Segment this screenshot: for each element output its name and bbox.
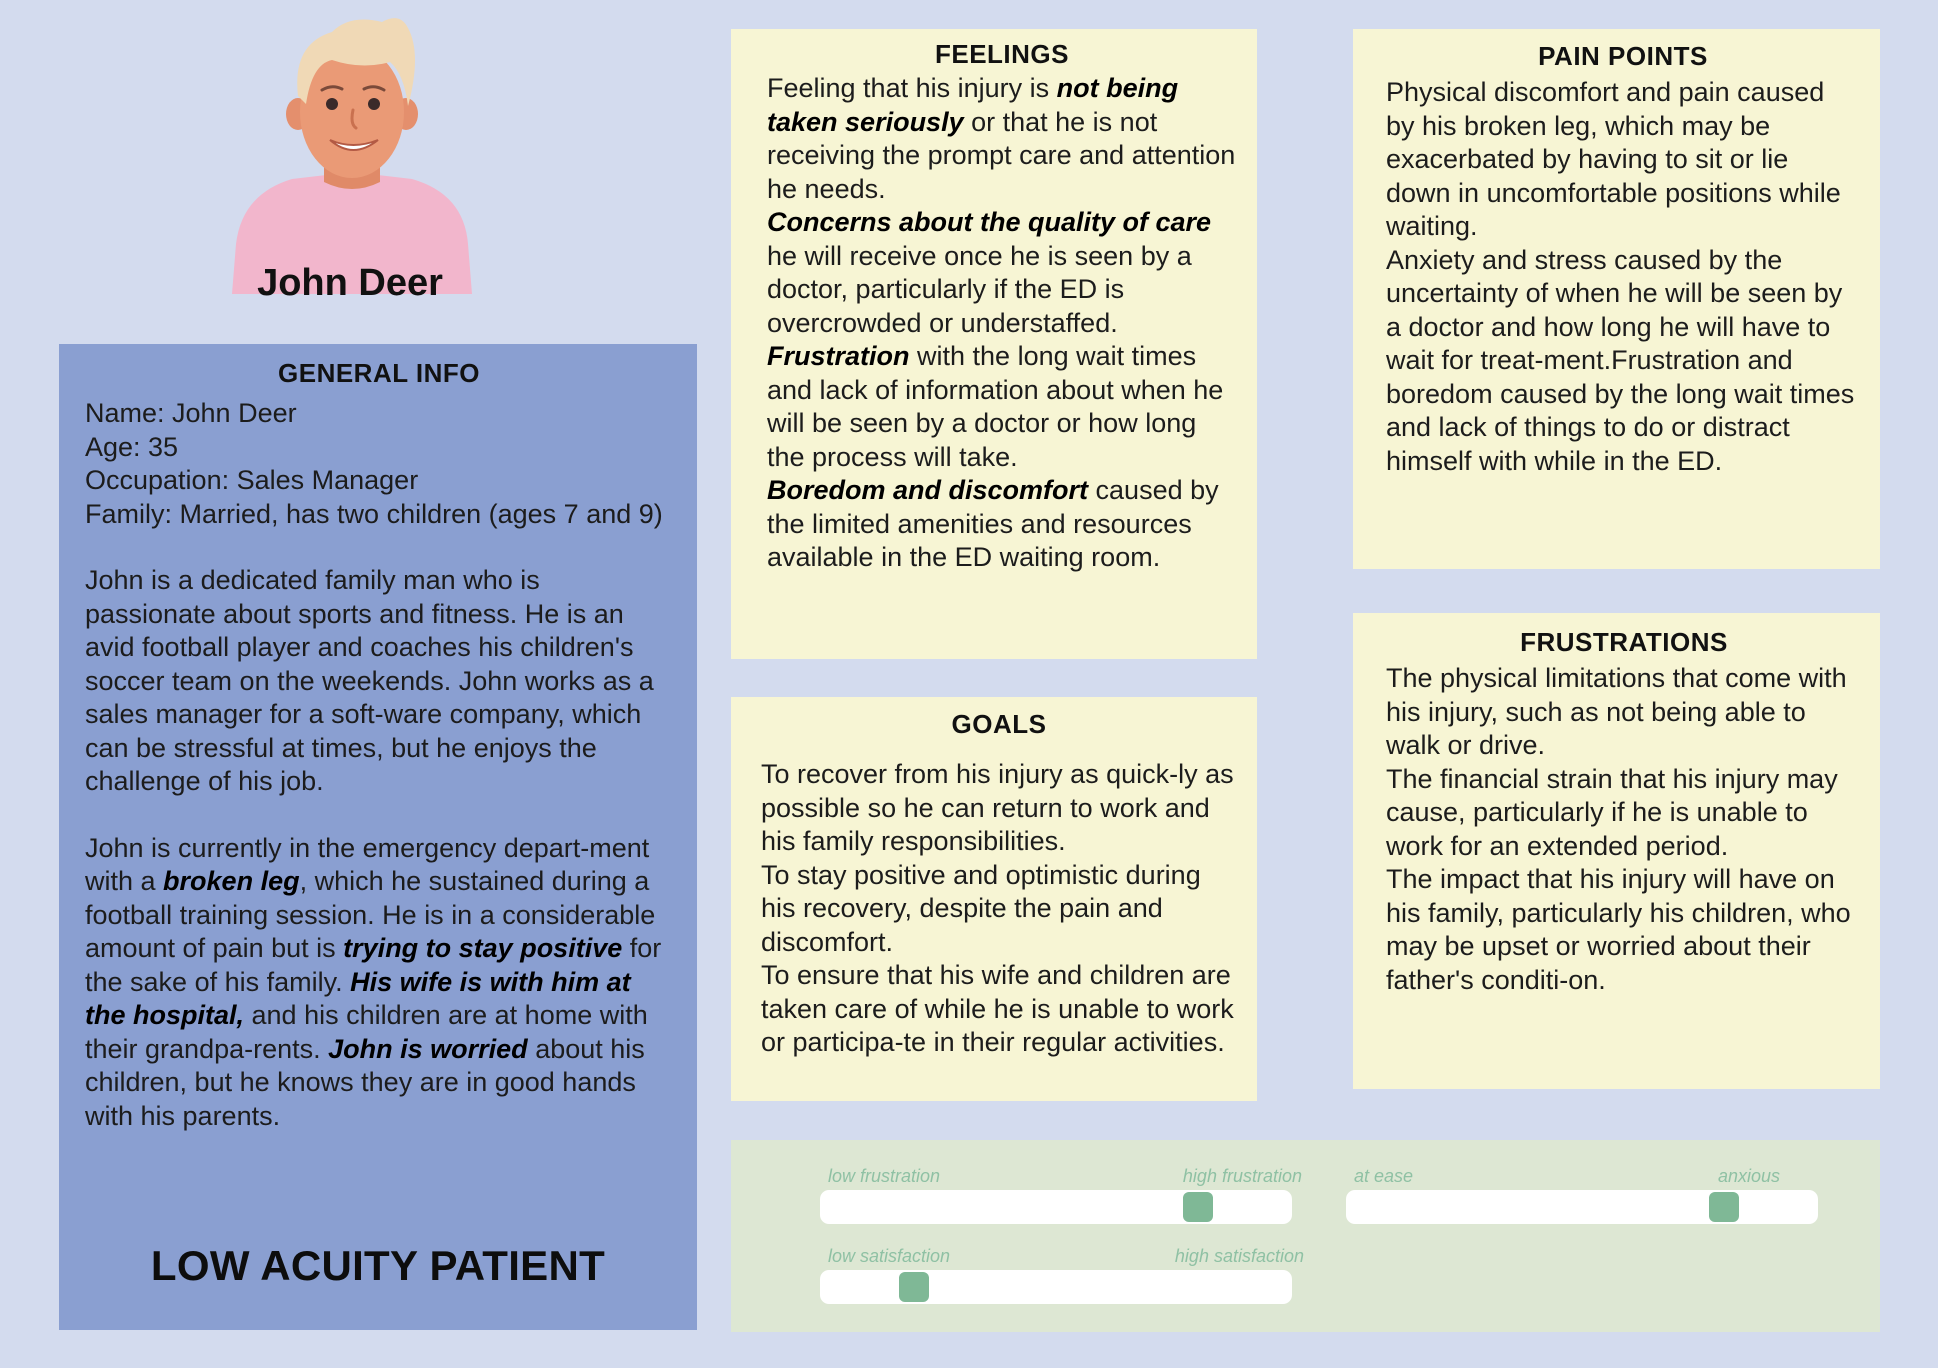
goal-item: To recover from his injury as quick-ly as possible so he can return to work and his family responsibilities. [761, 759, 1234, 856]
feeling-emphasis: Frustration [767, 341, 910, 371]
situation-paragraph [85, 832, 673, 1134]
pain-points-title: PAIN POINTS [1538, 41, 1708, 71]
name-line: Name: John Deer [85, 398, 297, 428]
frustration-low-label: low frustration [828, 1166, 941, 1186]
ease-slider-handle[interactable] [1709, 1192, 1739, 1222]
situation-text: about his children, but he knows they are in good hands with his parents. [85, 1033, 645, 1131]
feelings-title: FEELINGS [934, 39, 1069, 69]
persona-avatar [232, 14, 472, 294]
situation-emphasis: broken leg [163, 866, 300, 896]
situation-text: and his children are at home with their grandpa-rents. [85, 1000, 648, 1064]
satisfaction-track [820, 1270, 1292, 1304]
feeling-text: caused by the limited amenities and resources available in the ED waiting room. [767, 475, 1219, 572]
goal-item: To stay positive and optimistic during his recovery, despite the pain and discomfort. [761, 859, 1201, 957]
general-info-panel [59, 344, 697, 1330]
situation-text: , which he sustained during a football training session. He is in a considerable amount of pain but is [85, 866, 656, 963]
frustration-slider-handle[interactable] [1183, 1192, 1213, 1222]
goal-item: To ensure that his wife and children are taken care of while he is unable to work or participa-te in their regular activities. [761, 960, 1234, 1057]
acuity-label: LOW ACUITY PATIENT [150, 1242, 606, 1289]
situation-text: for the sake of his family. [85, 933, 662, 997]
frustration-item: The financial strain that his injury may cause, particularly if he is unable to work for an extended period. [1386, 763, 1838, 861]
frustration-item: The physical limitations that come with his injury, such as not being able to walk or drive. [1386, 663, 1847, 760]
ease-high-label: anxious [1717, 1166, 1780, 1186]
frustrations-title: FRUSTRATIONS [1520, 627, 1728, 657]
situation-emphasis: trying to stay positive [343, 933, 623, 963]
family-line: Family: Married, has two children (ages 7 and 9) [85, 498, 663, 529]
frustrations-panel [1353, 613, 1880, 1089]
general-info-title: GENERAL INFO [278, 358, 480, 388]
ease-low-label: at ease [1354, 1166, 1414, 1186]
situation-emphasis: His wife is with him at the hospital, [85, 966, 631, 1030]
situation-emphasis: John is worried [328, 1033, 528, 1064]
feeling-text: with the long wait times and lack of information about when he will be seen by a doctor or how long the process will take. [767, 341, 1224, 472]
satisfaction-high-label: high satisfaction [1174, 1246, 1304, 1266]
age-line: Age: 35 [85, 431, 179, 462]
emotion-scales-panel [731, 1140, 1880, 1332]
situation-text: John is currently in the emergency depart-ment with a [85, 832, 650, 896]
feeling-text: Feeling that his injury is [767, 73, 1057, 103]
feeling-emphasis: Boredom and discomfort [767, 475, 1089, 505]
feelings-panel [731, 29, 1257, 659]
frustration-track [820, 1190, 1292, 1224]
bio-paragraph: John is a dedicated family man who is passionate about sports and fitness. He is an avid football player and coaches his children's soccer team on the weekends. John works as a sales manager for a soft-ware company, which can be stressful at times, but he enjoys the challenge of his job. [85, 565, 654, 796]
feelings-text [767, 72, 1237, 575]
goals-panel [731, 697, 1257, 1101]
pain-point-item: Anxiety and stress caused by the uncertainty of when he will be seen by a doctor and how long he will have to wait for treat-ment.Frustration and boredom caused by the long wait times and lack of things to do or distract himself with while in the ED. [1386, 244, 1855, 476]
occupation-line: Occupation: Sales Manager [85, 465, 419, 495]
ease-track [1346, 1190, 1818, 1224]
pain-point-item: Physical discomfort and pain caused by his broken leg, which may be exacerbated by having to sit or lie down in uncomfortable positions while waiting. [1386, 77, 1841, 241]
frustration-item: The impact that his injury will have on his family, particularly his children, who may be upset or worried about their father's conditi-on. [1386, 864, 1851, 995]
satisfaction-slider-handle[interactable] [899, 1272, 929, 1302]
feeling-emphasis: Concerns about the quality of care [767, 207, 1212, 237]
persona-name: John Deer [257, 262, 443, 304]
feeling-text: he will receive once he is seen by a doctor, particularly if the ED is overcrowded or understaffed. [767, 240, 1192, 338]
goals-title: GOALS [951, 709, 1047, 739]
pain-points-panel [1353, 29, 1880, 569]
feeling-text: or that he is not receiving the prompt care and attention he needs. [767, 106, 1236, 204]
satisfaction-low-label: low satisfaction [828, 1246, 951, 1266]
feeling-emphasis: not being taken seriously [767, 73, 1179, 137]
frustration-high-label: high frustration [1182, 1166, 1302, 1186]
